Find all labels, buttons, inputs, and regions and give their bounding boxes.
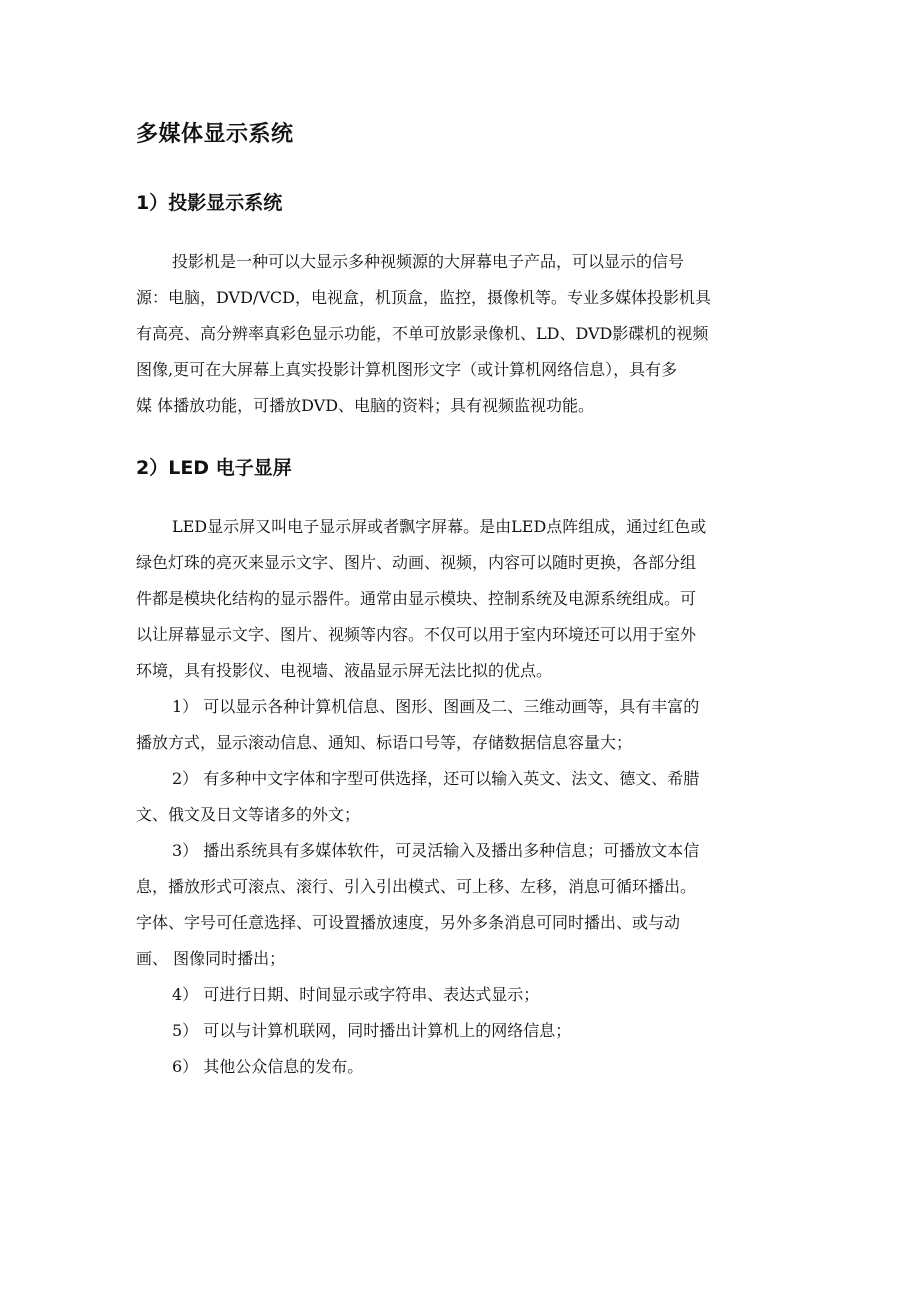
led-paragraph [136, 509, 788, 689]
list-item [136, 689, 788, 761]
list-item-line: 1） 可以显示各种计算机信息、图形、图画及二、三维动画等，具有丰富的 [172, 697, 700, 716]
section-heading-led: 2）LED 电子显屏 [136, 457, 292, 479]
list-item-line: 文、俄文及日文等诸多的外文； [136, 805, 361, 824]
paragraph-line: 媒 体播放功能，可播放DVD、电脑的资料；具有视频监视功能。 [136, 396, 595, 415]
list-item-line: 息，播放形式可滚点、滚行、引入引出模式、可上移、左移，消息可循环播出。 [136, 877, 697, 896]
list-item [136, 977, 788, 1013]
paragraph-line: 以让屏幕显示文字、图片、视频等内容。不仅可以用于室内环境还可以用于室外 [136, 625, 697, 644]
paragraph-line: 有高亮、高分辨率真彩色显示功能，不单可放影录像机、LD、DVD影碟机的视频 [136, 324, 709, 343]
paragraph-line: 绿色灯珠的亮灭来显示文字、图片、动画、视频，内容可以随时更换，各部分组 [136, 553, 697, 572]
paragraph-line: 件都是模块化结构的显示器件。通常由显示模块、控制系统及电源系统组成。可 [136, 589, 697, 608]
list-item [136, 761, 788, 833]
list-item-line: 字体、字号可任意选择、可设置播放速度，另外多条消息可同时播出、或与动 [136, 913, 681, 932]
paragraph-line: 源：电脑，DVD/VCD，电视盒，机顶盒，监控，摄像机等。专业多媒体投影机具 [136, 288, 711, 307]
list-item-line: 画、 图像同时播出； [136, 949, 286, 968]
paragraph-line: 图像,更可在大屏幕上真实投影计算机图形文字（或计算机网络信息），具有多 [136, 360, 678, 379]
list-item-line: 播放方式，显示滚动信息、通知、标语口号等，存储数据信息容量大； [136, 733, 633, 752]
list-item-line: 5） 可以与计算机联网，同时播出计算机上的网络信息； [172, 1021, 572, 1040]
list-item-line: 6） 其他公众信息的发布。 [172, 1057, 364, 1076]
paragraph-line: 环境，具有投影仪、电视墙、液晶显示屏无法比拟的优点。 [136, 661, 553, 680]
section-heading-projection: 1）投影显示系统 [136, 192, 283, 214]
list-item [136, 1013, 788, 1049]
list-item [136, 833, 788, 977]
projection-paragraph [136, 244, 788, 424]
list-item-line: 2） 有多种中文字体和字型可供选择，还可以输入英文、法文、德文、希腊 [172, 769, 700, 788]
led-feature-list [136, 689, 788, 1085]
list-item [136, 1049, 788, 1085]
list-item-line: 3） 播出系统具有多媒体软件，可灵活输入及播出多种信息；可播放文本信 [172, 841, 700, 860]
paragraph-line: 投影机是一种可以大显示多种视频源的大屏幕电子产品，可以显示的信号 [172, 252, 685, 271]
list-item-line: 4） 可进行日期、时间显示或字符串、表达式显示； [172, 985, 540, 1004]
page-title: 多媒体显示系统 [136, 122, 294, 147]
paragraph-line: LED显示屏又叫电子显示屏或者飘字屏幕。是由LED点阵组成，通过红色或 [172, 517, 707, 536]
